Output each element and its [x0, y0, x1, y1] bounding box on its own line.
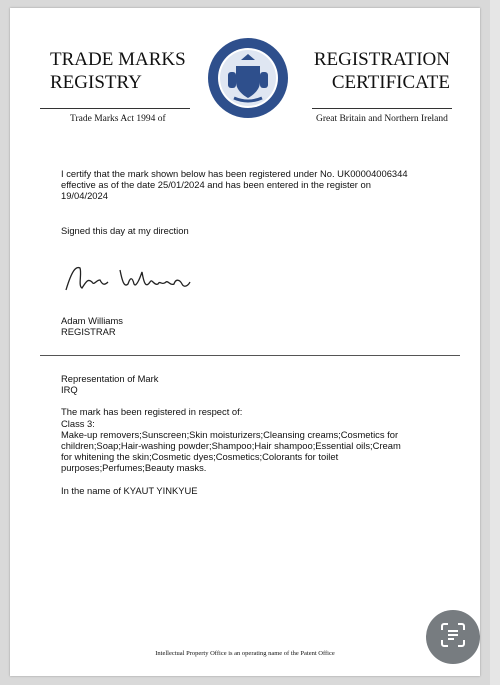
patent-office-seal [206, 36, 290, 120]
text-scan-button[interactable] [426, 610, 480, 664]
page-edge [490, 0, 500, 685]
registrar-name: Adam Williams [61, 315, 123, 326]
section-divider [40, 355, 460, 356]
certificate-heading: REGISTRATION CERTIFICATE [313, 49, 450, 93]
owner-line: In the name of KYAUT YINKYUE [61, 484, 198, 496]
class-label: Class 3: [61, 417, 95, 429]
representation-value: IRQ [61, 384, 78, 396]
certificate-page [10, 8, 480, 676]
registry-heading: TRADE MARKS REGISTRY [50, 49, 186, 93]
mark-details: Representation of Mark IRQ The mark has been registered in respect of: Class 3: Make-up removers;Sunscreen;Skin moisturizers;Cleansing creams;Cosmetics for children;Soap;Hair-washing powder;Shampoo;Hair shampoo;Essential oils;Cream for whitening the skin;Cosmetic dyes;Cosmetics;Colorants for toilet purposes;Perfumes;Beauty masks. In the name of KYAUT YINKYUE [61, 373, 451, 496]
act-reference: Trade Marks Act 1994 of [70, 114, 166, 124]
registrar-block [61, 315, 451, 337]
jurisdiction: Great Britain and Northern Ireland [316, 114, 448, 124]
text-scan-icon [439, 621, 467, 654]
respect-label: The mark has been registered in respect of: [61, 406, 243, 418]
certification-statement: I certify that the mark shown below has been registered under No. UK00004006344 effective as of the date 25/01/2024 and has been entered in the register on 19/04/2024 [61, 168, 408, 202]
footer-note: Intellectual Property Office is an operating name of the Patent Office [155, 650, 335, 657]
signed-statement: Signed this day at my direction [61, 225, 189, 236]
registrar-title: REGISTRAR [61, 326, 116, 338]
registrar-signature [62, 260, 212, 300]
header-rule-right [312, 108, 452, 109]
representation-label: Representation of Mark [61, 373, 159, 384]
header-rule-left [40, 108, 190, 109]
